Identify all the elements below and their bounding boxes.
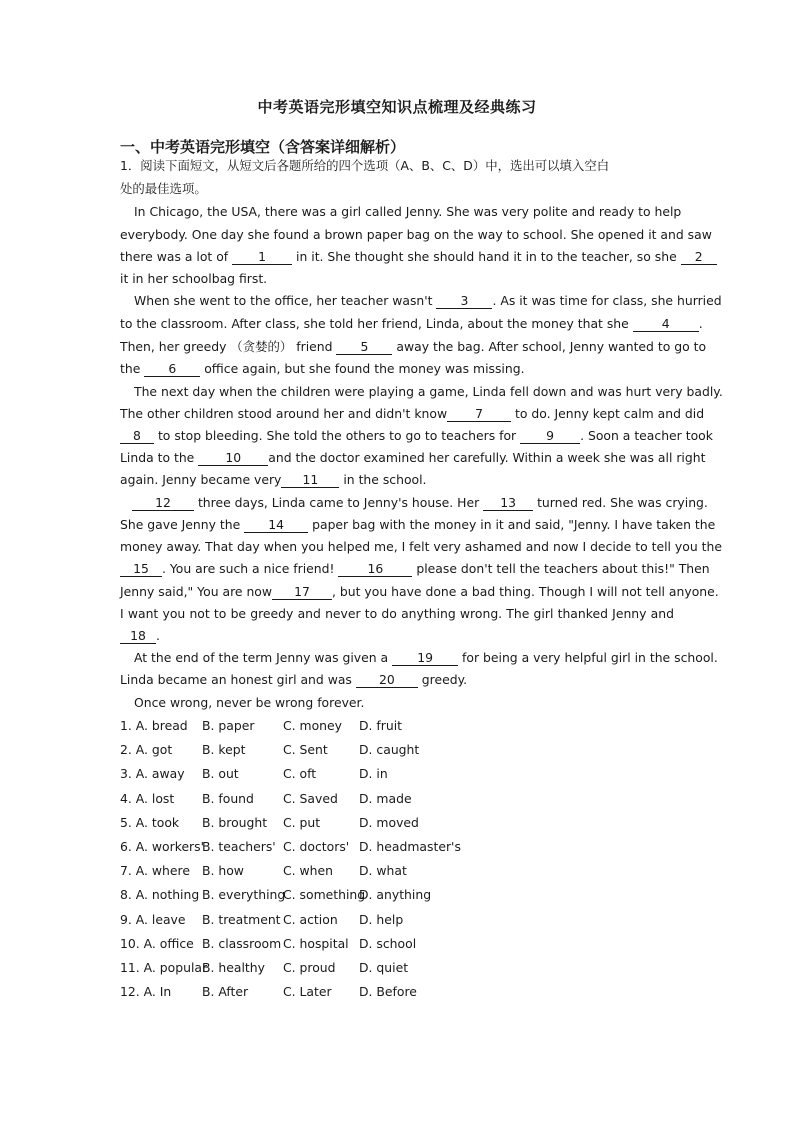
option-b: B. healthy bbox=[202, 960, 265, 975]
passage-line: She gave Jenny the 14 paper bag with the money in it and said, "Jenny. I have taken the bbox=[120, 517, 716, 532]
passage-line: money away. That day when you helped me, I felt very ashamed and now I decide to tell you the bbox=[120, 539, 722, 554]
option-c: C. proud bbox=[283, 960, 336, 975]
option-a: 2. A. got bbox=[120, 742, 173, 758]
option-d: D. caught bbox=[359, 742, 420, 758]
blank-12: 12 bbox=[132, 496, 194, 511]
option-a: 4. A. lost bbox=[120, 790, 175, 806]
option-a: 8. A. nothing bbox=[120, 887, 200, 903]
blank-7: 7 bbox=[447, 407, 511, 422]
option-a: 6. A. workers' bbox=[120, 839, 205, 854]
passage-line: At the end of the term Jenny was given a 19 for being a very helpful girl in the school. bbox=[134, 650, 718, 665]
option-d: D. what bbox=[359, 863, 407, 879]
option-a: 5. A. took bbox=[120, 814, 180, 830]
blank-11: 11 bbox=[281, 473, 339, 488]
blank-16: 16 bbox=[338, 562, 412, 577]
option-c: C. put bbox=[283, 814, 321, 830]
option-b: B. out bbox=[202, 766, 239, 782]
blank-9: 9 bbox=[520, 429, 580, 444]
option-a: 7. A. where bbox=[120, 863, 190, 879]
option-d: D. fruit bbox=[359, 718, 403, 733]
blank-2: 2 bbox=[681, 250, 717, 265]
option-c: C. oft bbox=[283, 766, 317, 782]
blank-13: 13 bbox=[483, 496, 533, 511]
option-d: D. in bbox=[359, 766, 388, 782]
option-d: D. headmaster's bbox=[359, 839, 461, 854]
blank-20: 20 bbox=[356, 673, 418, 688]
option-d: D. made bbox=[359, 790, 412, 806]
option-c: C. money bbox=[283, 718, 342, 733]
option-a: 1. A. bread bbox=[120, 718, 188, 733]
option-b: B. kept bbox=[202, 742, 246, 758]
option-b: B. brought bbox=[202, 814, 268, 830]
passage-line: to the classroom. After class, she told her friend, Linda, about the money that she 4 . bbox=[120, 316, 703, 331]
blank-10: 10 bbox=[198, 451, 268, 466]
option-a: 11. A. popular bbox=[120, 960, 208, 975]
option-b: B. teachers' bbox=[202, 839, 276, 854]
passage-line: 15 . You are such a nice friend! 16 please don't tell the teachers about this!" Then bbox=[120, 561, 674, 577]
option-a: 9. A. leave bbox=[120, 911, 186, 927]
passage-line: Linda to the 10 and the doctor examined her carefully. Within a week she was all right bbox=[120, 450, 706, 465]
passage-line: Then, her greedy （贪婪的） friend 5 away the bag. After school, Jenny wanted to go to bbox=[120, 339, 707, 354]
passage-line: Jenny said," You are now 17 , but you have done a bad thing. Though I will not tell anyone. bbox=[120, 584, 719, 599]
option-c: C. when bbox=[283, 863, 333, 879]
passage-line: the 6 office again, but she found the money was missing. bbox=[120, 361, 525, 376]
blank-18: 18 bbox=[120, 629, 156, 644]
option-b: B. classroom bbox=[202, 935, 282, 951]
passage-line: I want you not to be greedy and never to do anything wrong. The girl thanked Jenny and bbox=[120, 606, 674, 621]
blank-1: 1 bbox=[232, 250, 292, 265]
question-intro-cont: 处的最佳选项。 bbox=[120, 181, 207, 196]
option-d: D. anything bbox=[359, 887, 432, 903]
option-d: D. Before bbox=[359, 984, 417, 1000]
page-title: 中考英语完形填空知识点梳理及经典练习 bbox=[257, 98, 537, 116]
blank-6: 6 bbox=[144, 362, 200, 377]
passage-line: again. Jenny became very 11 in the school. bbox=[120, 472, 427, 487]
passage-line: it in her schoolbag first. bbox=[120, 271, 268, 286]
option-b: B. everything bbox=[202, 887, 286, 903]
question-intro: 1．阅读下面短文，从短文后各题所给的四个选项（A、B、C、D）中，选出可以填入空白 bbox=[120, 158, 610, 173]
option-b: B. paper bbox=[202, 718, 255, 733]
passage-line: The other children stood around her and didn't know 7 to do. Jenny kept calm and did bbox=[120, 406, 705, 421]
option-c: C. doctors' bbox=[283, 839, 350, 854]
blank-17: 17 bbox=[272, 585, 332, 600]
passage-line: there was a lot of 1 in it. She thought she should hand it in to the teacher, so she 2 bbox=[120, 249, 674, 265]
passage-line: 8 to stop bleeding. She told the others to go to teachers for 9 . Soon a teacher took bbox=[120, 428, 674, 444]
blank-14: 14 bbox=[244, 518, 308, 533]
option-a: 10. A. office bbox=[120, 935, 194, 951]
passage-line: Linda became an honest girl and was 20 greedy. bbox=[120, 672, 468, 687]
option-d: D. moved bbox=[359, 814, 419, 830]
passage-line: 12 three days, Linda came to Jenny's house. Her 13 turned red. She was crying. bbox=[132, 495, 686, 511]
option-b: B. After bbox=[202, 984, 249, 1000]
passage-line: When she went to the office, her teacher wasn't 3 . As it was time for class, she hurried bbox=[134, 293, 722, 308]
option-b: B. found bbox=[202, 790, 254, 806]
passage-line: The next day when the children were playing a game, Linda fell down and was hurt very badly. bbox=[134, 384, 723, 399]
option-c: C. action bbox=[283, 911, 338, 927]
option-c: C. something bbox=[283, 887, 366, 903]
option-b: B. treatment bbox=[202, 911, 281, 927]
blank-4: 4 bbox=[633, 317, 699, 332]
option-a: 3. A. away bbox=[120, 766, 185, 782]
option-c: C. hospital bbox=[283, 935, 349, 951]
option-c: C. Later bbox=[283, 984, 332, 1000]
option-b: B. how bbox=[202, 863, 244, 879]
blank-8: 8 bbox=[120, 429, 154, 444]
blank-3: 3 bbox=[436, 294, 492, 309]
option-c: C. Sent bbox=[283, 742, 328, 758]
passage-line: everybody. One day she found a brown paper bag on the way to school. She opened it and saw bbox=[120, 227, 712, 242]
blank-15: 15 bbox=[120, 562, 162, 577]
passage-line: Once wrong, never be wrong forever. bbox=[134, 695, 365, 710]
option-d: D. quiet bbox=[359, 960, 409, 975]
section-heading: 一、中考英语完形填空（含答案详细解析） bbox=[120, 138, 406, 156]
passage-line: 18 . bbox=[120, 628, 674, 644]
passage-line: In Chicago, the USA, there was a girl called Jenny. She was very polite and ready to help bbox=[134, 204, 682, 219]
blank-19: 19 bbox=[392, 651, 458, 666]
option-a: 12. A. In bbox=[120, 984, 172, 1000]
blank-5: 5 bbox=[336, 340, 392, 355]
option-d: D. school bbox=[359, 935, 417, 951]
option-c: C. Saved bbox=[283, 790, 338, 806]
option-d: D. help bbox=[359, 911, 404, 927]
